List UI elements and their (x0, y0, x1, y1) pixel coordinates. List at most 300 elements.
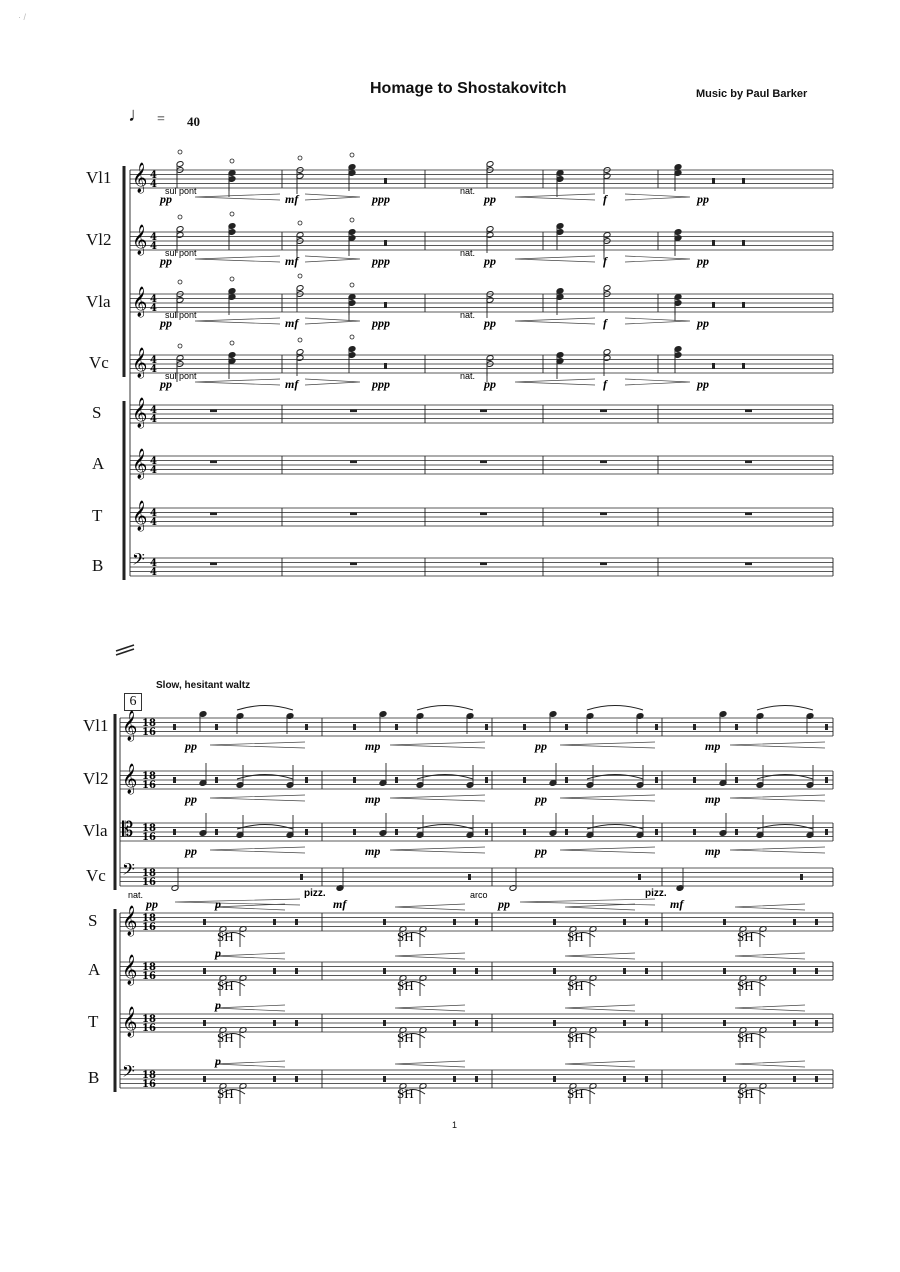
dynamic-marking: pp (185, 844, 197, 858)
rest (305, 724, 308, 730)
rest (295, 968, 298, 974)
crescendo-hairpin (210, 847, 305, 853)
instrument-label-vc-2: Vc (86, 866, 106, 885)
rest (273, 919, 276, 925)
treble-clef-icon: 𝄞 (132, 348, 148, 378)
rest (523, 724, 526, 730)
time-signature-top: 18 (142, 823, 156, 834)
technique-nat: nat. (128, 890, 144, 900)
rest (793, 919, 796, 925)
rest (203, 968, 206, 974)
dynamic-marking: mp (365, 739, 381, 753)
time-signature-top: 4 (150, 294, 157, 305)
rest (800, 874, 803, 880)
time-signature-top: 18 (142, 1014, 156, 1025)
rest (645, 1020, 648, 1026)
rest (645, 968, 648, 974)
crescendo-hairpin (195, 256, 280, 262)
diminuendo-hairpin (625, 194, 690, 200)
rest (295, 1076, 298, 1082)
time-signature-bottom: 4 (150, 179, 157, 190)
rest (383, 919, 386, 925)
scan-corner-mark: · / (18, 12, 26, 22)
harmonic-circle (178, 344, 182, 348)
rest (735, 724, 738, 730)
crescendo-hairpin (730, 795, 825, 801)
rest (395, 777, 398, 783)
dynamic-marking: pp (160, 377, 172, 391)
quarter-rest (742, 302, 745, 308)
dynamic-marking: pp (484, 254, 496, 268)
rest (353, 724, 356, 730)
rest (295, 919, 298, 925)
dynamic-marking: pp (535, 739, 547, 753)
crescendo-hairpin (560, 742, 655, 748)
crescendo-hairpin (195, 318, 280, 324)
rest (825, 829, 828, 835)
slur (237, 825, 293, 830)
time-signature-bottom: 4 (150, 414, 157, 425)
rest (553, 968, 556, 974)
time-signature-bottom: 16 (142, 877, 156, 888)
dynamic-marking: f (603, 316, 607, 330)
rest (638, 874, 641, 880)
crescendo-hairpin (735, 1061, 805, 1067)
rest (735, 777, 738, 783)
dynamic-marking: pp (185, 739, 197, 753)
rest (273, 1076, 276, 1082)
treble-clef-icon: 𝄞 (132, 449, 148, 479)
time-signature-top: 18 (142, 962, 156, 973)
time-signature-top: 4 (150, 170, 157, 181)
rest (453, 1076, 456, 1082)
rest (565, 777, 568, 783)
time-signature-bottom: 16 (142, 922, 156, 933)
rest (793, 968, 796, 974)
staff-a (130, 456, 833, 474)
quarter-rest (384, 240, 387, 246)
technique-sul-pont: sul pont (165, 186, 197, 196)
bass-clef-icon: 𝄢 (132, 549, 145, 573)
rest (723, 1020, 726, 1026)
dynamic-marking: pp (160, 192, 172, 206)
time-signature-top: 4 (150, 456, 157, 467)
crescendo-hairpin (390, 847, 485, 853)
dynamic-marking: ppp (372, 254, 390, 268)
treble-clef-icon: 𝄞 (122, 764, 138, 794)
slur (587, 706, 643, 711)
harmonic-circle (230, 277, 234, 281)
technique-nat: nat. (460, 371, 476, 381)
time-signature-bottom: 4 (150, 241, 157, 252)
instrument-label-b: B (92, 556, 104, 575)
vocal-syllable: SH (567, 1030, 584, 1045)
time-signature-bottom: 16 (142, 971, 156, 982)
dynamic-marking: pp (697, 377, 709, 391)
instrument-label-s: S (92, 403, 102, 422)
diminuendo-hairpin (305, 379, 360, 385)
instrument-label-t: T (92, 506, 103, 525)
dynamic-marking: mf (285, 192, 299, 206)
instrument-label-vla-2: Vla (83, 821, 108, 840)
rest (453, 919, 456, 925)
technique-sul-pont: sul pont (165, 248, 197, 258)
slur (587, 825, 643, 830)
diminuendo-hairpin (305, 256, 360, 262)
rest (295, 1020, 298, 1026)
time-signature-bottom: 16 (142, 1079, 156, 1090)
crescendo-hairpin (210, 742, 305, 748)
rest (645, 919, 648, 925)
dynamic-marking: pp (484, 377, 496, 391)
rest (300, 874, 303, 880)
rest (475, 919, 478, 925)
dynamic-marking: pp (160, 254, 172, 268)
time-signature-bottom: 16 (142, 832, 156, 843)
time-signature-top: 4 (150, 232, 157, 243)
time-signature-top: 18 (142, 1070, 156, 1081)
whole-rest (745, 563, 752, 566)
dynamic-marking: p (215, 897, 221, 911)
whole-rest (350, 461, 357, 464)
vocal-syllable: SH (567, 1086, 584, 1101)
rest (623, 1076, 626, 1082)
instrument-label-t-2: T (88, 1012, 99, 1031)
vocal-syllable: SH (217, 1030, 234, 1045)
vocal-syllable: SH (397, 1086, 414, 1101)
whole-rest (745, 410, 752, 413)
dynamic-marking: pp (484, 316, 496, 330)
technique-sul-pont: sul pont (165, 371, 197, 381)
harmonic-circle (298, 274, 302, 278)
crescendo-hairpin (395, 1005, 465, 1011)
instrument-label-s-2: S (88, 911, 98, 930)
harmonic-circle (350, 218, 354, 222)
time-signature-top: 4 (150, 355, 157, 366)
rest (693, 724, 696, 730)
slur (417, 706, 473, 711)
rest (553, 1076, 556, 1082)
whole-rest (350, 513, 357, 516)
rest (383, 1020, 386, 1026)
rest (383, 1076, 386, 1082)
crescendo-hairpin (735, 904, 805, 910)
crescendo-hairpin (515, 194, 595, 200)
crescendo-hairpin (215, 1061, 285, 1067)
crescendo-hairpin (215, 904, 285, 910)
slur (757, 825, 813, 830)
treble-clef-icon: 𝄞 (122, 906, 138, 936)
dynamic-marking: pp (535, 844, 547, 858)
treble-clef-icon: 𝄞 (122, 711, 138, 741)
crescendo-hairpin (395, 904, 465, 910)
quarter-rest (742, 363, 745, 369)
rest (305, 777, 308, 783)
crescendo-hairpin (515, 256, 595, 262)
quarter-rest (384, 302, 387, 308)
dynamic-marking: mf (285, 254, 299, 268)
quarter-rest (712, 363, 715, 369)
whole-rest (600, 461, 607, 464)
piece-title: Homage to Shostakovitch (370, 80, 567, 97)
harmonic-circle (230, 159, 234, 163)
technique-arco: arco (470, 890, 488, 900)
rest (203, 919, 206, 925)
tempo-value: 40 (187, 114, 200, 129)
dynamic-marking: pp (697, 192, 709, 206)
dynamic-marking: pp (160, 316, 172, 330)
rest (655, 724, 658, 730)
vocal-syllable: SH (737, 929, 754, 944)
harmonic-circle (230, 341, 234, 345)
harmonic-circle (178, 280, 182, 284)
rest (793, 1076, 796, 1082)
quarter-rest (742, 240, 745, 246)
dynamic-marking: mp (705, 792, 721, 806)
vocal-syllable: SH (737, 978, 754, 993)
time-signature-top: 18 (142, 771, 156, 782)
vocal-syllable: SH (737, 1086, 754, 1101)
technique-nat: nat. (460, 248, 476, 258)
whole-rest (480, 461, 487, 464)
dynamic-marking: pp (697, 316, 709, 330)
treble-clef-icon: 𝄞 (132, 501, 148, 531)
slur (757, 706, 813, 711)
harmonic-circle (178, 150, 182, 154)
crescendo-hairpin (390, 742, 485, 748)
crescendo-hairpin (565, 953, 635, 959)
rest (693, 777, 696, 783)
staff-vl2 (130, 232, 833, 250)
rest (793, 1020, 796, 1026)
technique-nat: nat. (460, 186, 476, 196)
quarter-rest (712, 178, 715, 184)
rest (395, 829, 398, 835)
rest (815, 919, 818, 925)
vocal-syllable: SH (217, 978, 234, 993)
time-signature-top: 4 (150, 508, 157, 519)
page-number: 1 (452, 1120, 458, 1130)
dynamic-marking: f (603, 377, 607, 391)
dynamic-marking: pp (697, 254, 709, 268)
composer-credit: Music by Paul Barker (696, 88, 808, 100)
rest (623, 968, 626, 974)
rest (273, 968, 276, 974)
vocal-syllable: SH (567, 929, 584, 944)
time-signature-top: 18 (142, 718, 156, 729)
harmonic-circle (298, 338, 302, 342)
whole-rest (210, 410, 217, 413)
dynamic-marking: mf (670, 897, 684, 911)
crescendo-hairpin (215, 1005, 285, 1011)
harmonic-circle (350, 153, 354, 157)
whole-rest (600, 513, 607, 516)
harmonic-circle (350, 283, 354, 287)
rest (723, 919, 726, 925)
treble-clef-icon: 𝄞 (132, 225, 148, 255)
rest (215, 777, 218, 783)
dynamic-marking: pp (146, 897, 158, 911)
treble-clef-icon: 𝄞 (122, 1007, 138, 1037)
dynamic-marking: p (215, 998, 221, 1012)
technique-pizz: pizz. (645, 888, 667, 899)
alto-clef-icon: 𝄡 (122, 817, 134, 841)
rest (815, 1020, 818, 1026)
crescendo-hairpin (565, 1005, 635, 1011)
rest (475, 1020, 478, 1026)
bass-clef-icon: 𝄢 (122, 1061, 135, 1085)
rest (453, 968, 456, 974)
instrument-label-a-2: A (88, 960, 101, 979)
rest (475, 968, 478, 974)
crescendo-hairpin (195, 379, 280, 385)
harmonic-circle (230, 212, 234, 216)
harmonic-circle (178, 215, 182, 219)
rest (825, 777, 828, 783)
treble-clef-icon: 𝄞 (122, 955, 138, 985)
time-signature-bottom: 4 (150, 517, 157, 528)
quarter-rest (712, 302, 715, 308)
rest (273, 1020, 276, 1026)
treble-clef-icon: 𝄞 (132, 287, 148, 317)
bar-number: 6 (124, 693, 142, 711)
rest (623, 919, 626, 925)
dynamic-marking: mf (285, 377, 299, 391)
treble-clef-icon: 𝄞 (132, 163, 148, 193)
whole-rest (350, 410, 357, 413)
time-signature-bottom: 4 (150, 567, 157, 578)
crescendo-hairpin (735, 1005, 805, 1011)
quarter-rest (712, 240, 715, 246)
whole-rest (210, 513, 217, 516)
rest (655, 829, 658, 835)
expression-marking: Slow, hesitant waltz (156, 680, 251, 691)
crescendo-hairpin (565, 1061, 635, 1067)
rest (305, 829, 308, 835)
rest (623, 1020, 626, 1026)
diminuendo-hairpin (305, 194, 360, 200)
time-signature-bottom: 4 (150, 364, 157, 375)
rest (353, 829, 356, 835)
instrument-label-b-2: B (88, 1068, 100, 1087)
time-signature-top: 18 (142, 868, 156, 879)
crescendo-hairpin (560, 795, 655, 801)
time-signature-bottom: 16 (142, 727, 156, 738)
rest (655, 777, 658, 783)
instrument-label-vl2-2: Vl2 (83, 769, 109, 788)
time-signature-bottom: 16 (142, 1023, 156, 1034)
rest (553, 919, 556, 925)
crescendo-hairpin (390, 795, 485, 801)
staff-b (130, 558, 833, 576)
time-signature-bottom: 16 (142, 780, 156, 791)
time-signature-bottom: 4 (150, 303, 157, 314)
whole-rest (210, 461, 217, 464)
tempo-equals: = (157, 112, 165, 127)
vocal-syllable: SH (217, 929, 234, 944)
whole-rest (600, 563, 607, 566)
dynamic-marking: pp (498, 897, 510, 911)
crescendo-hairpin (210, 795, 305, 801)
slur (237, 706, 293, 711)
diminuendo-hairpin (625, 318, 690, 324)
crescendo-hairpin (735, 953, 805, 959)
rest (693, 829, 696, 835)
rest (645, 1076, 648, 1082)
dynamic-marking: f (603, 192, 607, 206)
whole-rest (210, 563, 217, 566)
time-signature-bottom: 4 (150, 465, 157, 476)
staff-vc (130, 355, 833, 373)
rest (485, 777, 488, 783)
time-signature-top: 4 (150, 558, 157, 569)
instrument-label-vla: Vla (86, 292, 111, 311)
slur (417, 825, 473, 830)
rest (735, 829, 738, 835)
dynamic-marking: mp (705, 844, 721, 858)
bass-clef-icon: 𝄢 (122, 859, 135, 883)
rest (468, 874, 471, 880)
whole-rest (480, 563, 487, 566)
crescendo-hairpin (730, 847, 825, 853)
dynamic-marking: pp (484, 192, 496, 206)
dynamic-marking: p (215, 1054, 221, 1068)
harmonic-circle (298, 156, 302, 160)
rest (723, 1076, 726, 1082)
dynamic-marking: mp (365, 844, 381, 858)
staff-s (130, 405, 833, 423)
crescendo-hairpin (565, 904, 635, 910)
dynamic-marking: p (215, 946, 221, 960)
rest (453, 1020, 456, 1026)
technique-sul-pont: sul pont (165, 310, 197, 320)
instrument-label-vl2: Vl2 (86, 230, 112, 249)
rest (485, 829, 488, 835)
rest (815, 968, 818, 974)
whole-rest (745, 513, 752, 516)
crescendo-hairpin (730, 742, 825, 748)
diminuendo-hairpin (305, 318, 360, 324)
rest (475, 1076, 478, 1082)
rest (215, 724, 218, 730)
staff2-vl1 (120, 718, 833, 736)
treble-clef-icon: 𝄞 (132, 398, 148, 428)
whole-rest (480, 513, 487, 516)
rest (565, 829, 568, 835)
instrument-label-vl1-2: Vl1 (83, 716, 109, 735)
vocal-syllable: SH (397, 978, 414, 993)
rest (395, 724, 398, 730)
time-signature-top: 18 (142, 913, 156, 924)
rest (815, 1076, 818, 1082)
technique-nat: nat. (460, 310, 476, 320)
vocal-syllable: SH (737, 1030, 754, 1045)
quarter-rest (384, 178, 387, 184)
rest (485, 724, 488, 730)
vocal-syllable: SH (567, 978, 584, 993)
rest (173, 777, 176, 783)
vocal-syllable: SH (397, 929, 414, 944)
crescendo-hairpin (560, 847, 655, 853)
rest (565, 724, 568, 730)
harmonic-circle (298, 221, 302, 225)
vocal-syllable: SH (397, 1030, 414, 1045)
rest (215, 829, 218, 835)
crescendo-hairpin (395, 953, 465, 959)
whole-rest (350, 563, 357, 566)
dynamic-marking: f (603, 254, 607, 268)
dynamic-marking: mf (333, 897, 347, 911)
